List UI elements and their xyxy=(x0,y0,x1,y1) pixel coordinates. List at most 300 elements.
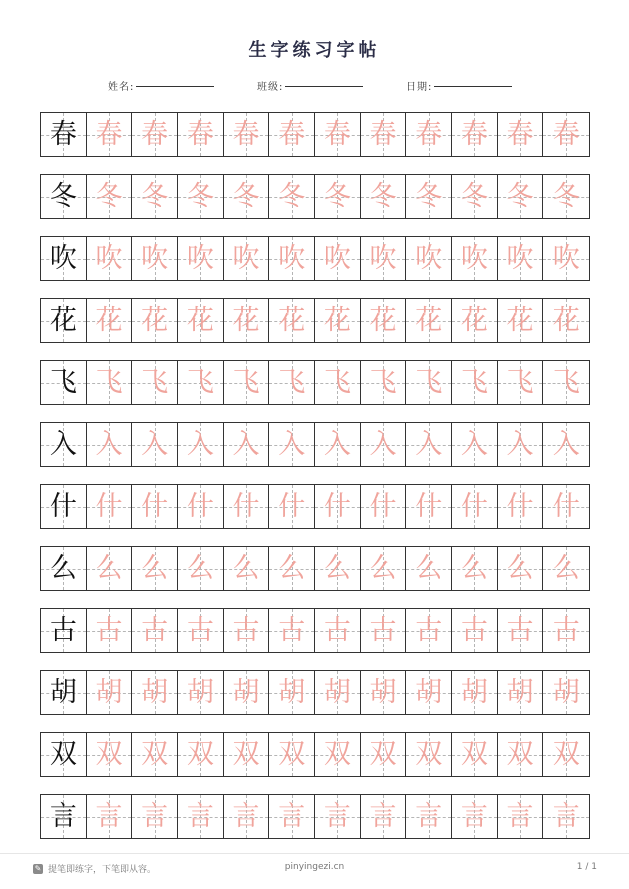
trace-cell xyxy=(132,113,178,156)
trace-character: 言 xyxy=(278,801,306,832)
trace-cell xyxy=(498,485,544,528)
trace-cell xyxy=(543,113,589,156)
trace-character: 花 xyxy=(460,305,488,336)
model-cell xyxy=(41,423,87,466)
trace-cell xyxy=(224,733,270,776)
trace-character: 什 xyxy=(278,491,306,522)
name-label: 姓名: xyxy=(108,82,135,93)
page-footer xyxy=(0,862,629,878)
trace-character: 入 xyxy=(460,429,488,460)
page-title: 生字练习字帖 xyxy=(248,40,381,61)
trace-cell xyxy=(452,733,498,776)
trace-cell xyxy=(452,113,498,156)
trace-character: 春 xyxy=(552,119,580,150)
trace-character: 吹 xyxy=(95,243,123,274)
trace-cell xyxy=(269,299,315,342)
trace-cell xyxy=(224,485,270,528)
trace-character: 双 xyxy=(141,739,169,770)
trace-cell xyxy=(315,361,361,404)
trace-cell xyxy=(406,423,452,466)
trace-cell xyxy=(452,175,498,218)
trace-cell xyxy=(543,733,589,776)
trace-cell xyxy=(543,547,589,590)
trace-character: 入 xyxy=(278,429,306,460)
trace-character: 吹 xyxy=(460,243,488,274)
trace-character: 古 xyxy=(232,615,260,646)
trace-character: 古 xyxy=(415,615,443,646)
trace-cell xyxy=(87,671,133,714)
practice-row xyxy=(40,484,590,529)
trace-cell xyxy=(224,423,270,466)
footer-site: pinyingezi.cn xyxy=(284,862,345,872)
trace-character: 什 xyxy=(95,491,123,522)
trace-character: 冬 xyxy=(95,181,123,212)
trace-character: 入 xyxy=(415,429,443,460)
trace-character: 春 xyxy=(186,119,214,150)
trace-character: 入 xyxy=(369,429,397,460)
trace-character: 吹 xyxy=(323,243,351,274)
trace-cell xyxy=(498,299,544,342)
trace-cell xyxy=(87,795,133,838)
trace-character: 么 xyxy=(278,553,306,584)
trace-character: 胡 xyxy=(506,677,534,708)
trace-cell xyxy=(315,423,361,466)
trace-character: 古 xyxy=(552,615,580,646)
trace-cell xyxy=(178,361,224,404)
trace-character: 什 xyxy=(323,491,351,522)
trace-cell xyxy=(224,237,270,280)
trace-character: 胡 xyxy=(95,677,123,708)
trace-character: 吹 xyxy=(369,243,397,274)
trace-cell xyxy=(498,609,544,652)
trace-cell xyxy=(132,237,178,280)
trace-character: 言 xyxy=(186,801,214,832)
trace-character: 古 xyxy=(323,615,351,646)
model-character: 吹 xyxy=(49,243,77,274)
trace-character: 言 xyxy=(415,801,443,832)
date-blank-line xyxy=(434,86,512,87)
trace-cell xyxy=(269,237,315,280)
trace-character: 双 xyxy=(460,739,488,770)
trace-character: 吹 xyxy=(141,243,169,274)
trace-cell xyxy=(178,547,224,590)
trace-cell xyxy=(269,175,315,218)
trace-cell xyxy=(87,423,133,466)
trace-cell xyxy=(224,609,270,652)
trace-character: 古 xyxy=(95,615,123,646)
class-field xyxy=(257,78,363,93)
trace-character: 冬 xyxy=(186,181,214,212)
trace-character: 言 xyxy=(552,801,580,832)
trace-cell xyxy=(224,547,270,590)
trace-cell xyxy=(361,113,407,156)
trace-character: 入 xyxy=(506,429,534,460)
trace-cell xyxy=(498,423,544,466)
trace-character: 花 xyxy=(415,305,443,336)
trace-cell xyxy=(315,485,361,528)
trace-cell xyxy=(315,237,361,280)
trace-character: 春 xyxy=(95,119,123,150)
trace-character: 古 xyxy=(506,615,534,646)
trace-character: 飞 xyxy=(186,367,214,398)
trace-character: 花 xyxy=(552,305,580,336)
trace-character: 飞 xyxy=(506,367,534,398)
trace-character: 古 xyxy=(278,615,306,646)
trace-cell xyxy=(87,485,133,528)
trace-character: 冬 xyxy=(460,181,488,212)
model-character: 么 xyxy=(49,553,77,584)
trace-cell xyxy=(269,733,315,776)
model-cell xyxy=(41,733,87,776)
trace-character: 双 xyxy=(506,739,534,770)
trace-cell xyxy=(178,795,224,838)
trace-character: 花 xyxy=(278,305,306,336)
trace-cell xyxy=(178,113,224,156)
trace-cell xyxy=(132,485,178,528)
trace-character: 胡 xyxy=(460,677,488,708)
footer-motto-text: 提笔即练字，下笔即从容。 xyxy=(48,865,157,875)
trace-character: 什 xyxy=(460,491,488,522)
trace-character: 入 xyxy=(323,429,351,460)
model-character: 双 xyxy=(49,739,77,770)
trace-character: 么 xyxy=(141,553,169,584)
trace-character: 什 xyxy=(552,491,580,522)
trace-cell xyxy=(361,547,407,590)
trace-cell xyxy=(178,609,224,652)
trace-cell xyxy=(87,299,133,342)
trace-character: 么 xyxy=(552,553,580,584)
trace-character: 言 xyxy=(369,801,397,832)
trace-cell xyxy=(224,299,270,342)
trace-character: 言 xyxy=(232,801,260,832)
trace-character: 么 xyxy=(95,553,123,584)
trace-character: 冬 xyxy=(415,181,443,212)
trace-cell xyxy=(87,113,133,156)
trace-cell xyxy=(543,609,589,652)
trace-cell xyxy=(178,423,224,466)
trace-character: 吹 xyxy=(278,243,306,274)
class-label: 班级: xyxy=(257,82,284,93)
trace-cell xyxy=(406,299,452,342)
practice-row xyxy=(40,670,590,715)
trace-character: 吹 xyxy=(552,243,580,274)
trace-character: 什 xyxy=(415,491,443,522)
trace-character: 入 xyxy=(141,429,169,460)
practice-row xyxy=(40,236,590,281)
model-cell xyxy=(41,237,87,280)
trace-cell xyxy=(178,733,224,776)
trace-cell xyxy=(361,609,407,652)
practice-row xyxy=(40,608,590,653)
trace-cell xyxy=(498,733,544,776)
trace-character: 双 xyxy=(186,739,214,770)
trace-character: 什 xyxy=(141,491,169,522)
trace-character: 胡 xyxy=(415,677,443,708)
date-field xyxy=(406,78,512,93)
trace-character: 飞 xyxy=(278,367,306,398)
trace-cell xyxy=(452,423,498,466)
trace-character: 入 xyxy=(95,429,123,460)
trace-character: 双 xyxy=(323,739,351,770)
trace-character: 么 xyxy=(506,553,534,584)
trace-character: 冬 xyxy=(369,181,397,212)
trace-character: 花 xyxy=(232,305,260,336)
trace-character: 吹 xyxy=(186,243,214,274)
practice-row xyxy=(40,298,590,343)
trace-cell xyxy=(224,175,270,218)
trace-cell xyxy=(315,795,361,838)
trace-character: 飞 xyxy=(460,367,488,398)
trace-cell xyxy=(361,361,407,404)
trace-cell xyxy=(269,547,315,590)
trace-character: 入 xyxy=(232,429,260,460)
trace-character: 吹 xyxy=(415,243,443,274)
trace-character: 古 xyxy=(369,615,397,646)
trace-character: 么 xyxy=(323,553,351,584)
trace-cell xyxy=(406,547,452,590)
trace-character: 什 xyxy=(186,491,214,522)
trace-character: 吹 xyxy=(232,243,260,274)
name-blank-line xyxy=(136,86,214,87)
trace-cell xyxy=(269,795,315,838)
trace-character: 双 xyxy=(95,739,123,770)
trace-cell xyxy=(452,547,498,590)
practice-row xyxy=(40,112,590,157)
trace-cell xyxy=(452,361,498,404)
trace-character: 古 xyxy=(460,615,488,646)
trace-cell xyxy=(132,175,178,218)
trace-character: 飞 xyxy=(141,367,169,398)
trace-cell xyxy=(87,237,133,280)
model-cell xyxy=(41,671,87,714)
trace-character: 花 xyxy=(95,305,123,336)
trace-character: 古 xyxy=(186,615,214,646)
trace-character: 什 xyxy=(369,491,397,522)
trace-cell xyxy=(498,237,544,280)
trace-cell xyxy=(452,671,498,714)
practice-row xyxy=(40,794,590,839)
model-cell xyxy=(41,299,87,342)
trace-cell xyxy=(132,361,178,404)
trace-cell xyxy=(269,361,315,404)
trace-character: 么 xyxy=(460,553,488,584)
trace-cell xyxy=(87,733,133,776)
trace-character: 冬 xyxy=(506,181,534,212)
trace-character: 言 xyxy=(95,801,123,832)
trace-cell xyxy=(498,175,544,218)
trace-character: 飞 xyxy=(369,367,397,398)
trace-character: 胡 xyxy=(369,677,397,708)
student-info-row xyxy=(0,78,629,98)
model-cell xyxy=(41,609,87,652)
trace-character: 冬 xyxy=(141,181,169,212)
trace-cell xyxy=(315,609,361,652)
trace-character: 春 xyxy=(232,119,260,150)
trace-cell xyxy=(361,175,407,218)
trace-cell xyxy=(132,547,178,590)
trace-cell xyxy=(224,361,270,404)
trace-character: 春 xyxy=(369,119,397,150)
trace-cell xyxy=(269,485,315,528)
model-character: 入 xyxy=(49,429,77,460)
model-character: 胡 xyxy=(49,677,77,708)
trace-cell xyxy=(315,671,361,714)
date-label: 日期: xyxy=(406,82,433,93)
trace-cell xyxy=(452,299,498,342)
trace-character: 什 xyxy=(506,491,534,522)
trace-cell xyxy=(543,423,589,466)
trace-character: 么 xyxy=(369,553,397,584)
trace-character: 花 xyxy=(141,305,169,336)
practice-row xyxy=(40,174,590,219)
trace-character: 言 xyxy=(460,801,488,832)
trace-cell xyxy=(87,175,133,218)
trace-cell xyxy=(543,361,589,404)
model-character: 言 xyxy=(49,801,77,832)
trace-character: 古 xyxy=(141,615,169,646)
trace-character: 入 xyxy=(186,429,214,460)
trace-character: 飞 xyxy=(552,367,580,398)
model-character: 花 xyxy=(49,305,77,336)
trace-character: 花 xyxy=(506,305,534,336)
trace-cell xyxy=(406,671,452,714)
trace-character: 双 xyxy=(369,739,397,770)
trace-character: 春 xyxy=(460,119,488,150)
trace-character: 双 xyxy=(278,739,306,770)
trace-character: 花 xyxy=(186,305,214,336)
trace-cell xyxy=(178,237,224,280)
trace-cell xyxy=(498,113,544,156)
trace-cell xyxy=(406,609,452,652)
trace-character: 胡 xyxy=(552,677,580,708)
trace-cell xyxy=(315,733,361,776)
trace-cell xyxy=(452,795,498,838)
model-character: 什 xyxy=(49,491,77,522)
trace-cell xyxy=(406,485,452,528)
trace-cell xyxy=(406,237,452,280)
trace-cell xyxy=(178,485,224,528)
name-field xyxy=(108,78,214,93)
trace-cell xyxy=(361,671,407,714)
trace-cell xyxy=(498,671,544,714)
trace-cell xyxy=(269,113,315,156)
model-cell xyxy=(41,547,87,590)
trace-cell xyxy=(498,795,544,838)
trace-cell xyxy=(452,609,498,652)
trace-cell xyxy=(406,795,452,838)
trace-character: 飞 xyxy=(95,367,123,398)
trace-cell xyxy=(361,423,407,466)
trace-cell xyxy=(132,423,178,466)
trace-cell xyxy=(178,671,224,714)
trace-cell xyxy=(87,361,133,404)
trace-character: 言 xyxy=(141,801,169,832)
trace-cell xyxy=(361,299,407,342)
trace-cell xyxy=(315,547,361,590)
trace-cell xyxy=(543,299,589,342)
model-character: 古 xyxy=(49,615,77,646)
pen-icon: ✎ xyxy=(34,864,42,873)
trace-character: 胡 xyxy=(278,677,306,708)
trace-cell xyxy=(452,237,498,280)
trace-cell xyxy=(132,733,178,776)
trace-cell xyxy=(87,609,133,652)
trace-character: 飞 xyxy=(232,367,260,398)
model-character: 春 xyxy=(49,119,77,150)
trace-cell xyxy=(178,175,224,218)
trace-cell xyxy=(543,671,589,714)
trace-cell xyxy=(406,113,452,156)
trace-character: 什 xyxy=(232,491,260,522)
model-cell xyxy=(41,113,87,156)
trace-cell xyxy=(315,175,361,218)
trace-cell xyxy=(406,733,452,776)
model-cell xyxy=(41,795,87,838)
trace-character: 胡 xyxy=(232,677,260,708)
trace-cell xyxy=(543,237,589,280)
trace-character: 冬 xyxy=(232,181,260,212)
trace-character: 春 xyxy=(323,119,351,150)
class-blank-line xyxy=(285,86,363,87)
trace-cell xyxy=(452,485,498,528)
trace-character: 冬 xyxy=(552,181,580,212)
model-cell xyxy=(41,485,87,528)
trace-cell xyxy=(406,361,452,404)
practice-row xyxy=(40,732,590,777)
trace-cell xyxy=(132,609,178,652)
trace-character: 飞 xyxy=(415,367,443,398)
trace-character: 入 xyxy=(552,429,580,460)
trace-character: 冬 xyxy=(323,181,351,212)
trace-character: 春 xyxy=(506,119,534,150)
trace-character: 么 xyxy=(415,553,443,584)
practice-row xyxy=(40,422,590,467)
trace-cell xyxy=(132,299,178,342)
trace-character: 吹 xyxy=(506,243,534,274)
trace-cell xyxy=(361,485,407,528)
trace-cell xyxy=(224,113,270,156)
footer-divider xyxy=(0,853,629,854)
trace-cell xyxy=(543,485,589,528)
trace-cell xyxy=(269,609,315,652)
trace-cell xyxy=(361,733,407,776)
trace-character: 飞 xyxy=(323,367,351,398)
model-character: 飞 xyxy=(49,367,77,398)
trace-character: 言 xyxy=(323,801,351,832)
trace-character: 春 xyxy=(278,119,306,150)
trace-cell xyxy=(315,113,361,156)
trace-cell xyxy=(269,423,315,466)
trace-character: 花 xyxy=(323,305,351,336)
trace-character: 双 xyxy=(232,739,260,770)
trace-character: 双 xyxy=(415,739,443,770)
trace-cell xyxy=(132,795,178,838)
practice-row xyxy=(40,546,590,591)
trace-character: 胡 xyxy=(141,677,169,708)
trace-cell xyxy=(224,795,270,838)
model-character: 冬 xyxy=(49,181,77,212)
trace-character: 花 xyxy=(369,305,397,336)
trace-character: 么 xyxy=(232,553,260,584)
trace-cell xyxy=(543,795,589,838)
practice-row xyxy=(40,360,590,405)
trace-cell xyxy=(315,299,361,342)
trace-character: 么 xyxy=(186,553,214,584)
page-number: 1 / 1 xyxy=(576,862,597,872)
trace-character: 言 xyxy=(506,801,534,832)
trace-character: 胡 xyxy=(323,677,351,708)
trace-cell xyxy=(498,361,544,404)
